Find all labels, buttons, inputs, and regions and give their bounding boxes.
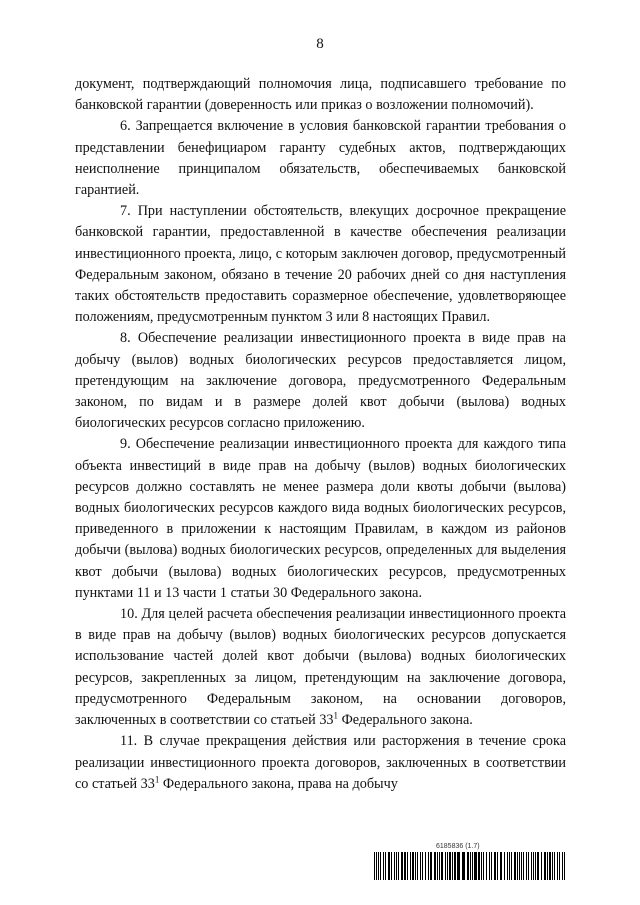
barcode-bar xyxy=(528,852,529,880)
barcode-bar xyxy=(391,852,392,880)
page-number: 8 xyxy=(316,36,324,52)
paragraph-text: 9. Обеспечение реализации инвестиционного проекта для каждого типа объекта инвестиций в виде прав на добычу (вылов) водных биологических ресурсов должно составлять не менее размера доли квоты добычи (вылова) водных биологических ресурсов каждого вида водных биологических ресурсов, приведенного в приложении к настоящим Правилам, в каждом из районов добычи (вылова) водных биологических ресурсов, определенных для выделения квот добычи (вылова) водных биологических ресурсов, предусмотренных пунктами 11 и 13 части 1 статьи 30 Федерального закона. xyxy=(75,436,566,601)
barcode-bar xyxy=(401,852,403,880)
paragraph-continuation xyxy=(75,74,566,116)
barcode-bar xyxy=(396,852,397,880)
barcode-bar xyxy=(507,852,508,880)
barcode-bar xyxy=(559,852,560,880)
paragraph-text: 6. Запрещается включение в условия банковской гарантии требования о представлении бенефициаром гаранту судебных актов, подтверждающих неисполнение принципалом обязательств, обеспечиваемых банковской гарантией. xyxy=(75,118,566,199)
barcode-bar xyxy=(425,852,426,880)
barcode-bar xyxy=(457,852,460,880)
barcode-bar xyxy=(447,852,448,880)
barcode-bar xyxy=(519,852,520,880)
barcode-bar xyxy=(454,852,456,880)
paragraph-text: Федерального закона. xyxy=(338,712,473,729)
barcode-bar xyxy=(533,852,534,880)
barcode-bar xyxy=(478,852,480,880)
barcode-bar xyxy=(412,852,414,880)
barcode-bar xyxy=(557,852,558,880)
paragraph-7 xyxy=(75,201,566,328)
barcode-bar xyxy=(437,852,438,880)
barcode-bar xyxy=(404,852,406,880)
barcode-bar xyxy=(497,852,498,880)
barcode-bar xyxy=(541,852,542,880)
barcode-bar xyxy=(517,852,518,880)
barcode-bar xyxy=(483,852,484,880)
barcode-bar xyxy=(544,852,546,880)
paragraph-text: Федерального закона, права на добычу xyxy=(159,775,398,792)
document-body xyxy=(75,74,566,795)
barcode-bar xyxy=(474,852,477,880)
barcode-bar xyxy=(486,852,487,880)
barcode-bar xyxy=(514,852,516,880)
barcode-bar xyxy=(509,852,510,880)
barcode-bar xyxy=(481,852,482,880)
barcode-bar xyxy=(535,852,536,880)
barcode-bar xyxy=(374,852,375,880)
barcode-bar xyxy=(420,852,421,880)
barcode-bar xyxy=(388,852,390,880)
paragraph-11 xyxy=(75,731,566,795)
barcode-image xyxy=(374,852,566,880)
barcode-bar xyxy=(491,852,492,880)
barcode-bar xyxy=(380,852,381,880)
document-code: 6185836 (1.7) xyxy=(436,843,480,850)
barcode-bar xyxy=(562,852,563,880)
paragraph-6 xyxy=(75,116,566,201)
barcode-bar xyxy=(417,852,418,880)
barcode-bar xyxy=(537,852,539,880)
barcode-bar xyxy=(552,852,553,880)
barcode-bar xyxy=(472,852,473,880)
barcode-bar xyxy=(407,852,408,880)
barcode-bar xyxy=(489,852,490,880)
barcode-bar xyxy=(564,852,565,880)
barcode-bar xyxy=(385,852,386,880)
paragraph-10 xyxy=(75,604,566,731)
barcode-bar xyxy=(430,852,432,880)
barcode-bar xyxy=(511,852,512,880)
barcode-bar xyxy=(439,852,440,880)
barcode-bar xyxy=(376,852,377,880)
barcode-bar xyxy=(422,852,423,880)
barcode-bar xyxy=(398,852,399,880)
barcode-bar xyxy=(383,852,384,880)
paragraph-text: 7. При наступлении обстоятельств, влекущих досрочное прекращение банковской гарантии, предоставленной в качестве обеспечения реализации инвестиционного проекта, лицо, с которым заключен договор, предусмотренный Федеральным законом, обязано в течение 20 рабочих дней со дня наступления таких обстоятельств предоставить соразмерное обеспечение, удовлетворяющее положениям, предусмотренным пунктом 3 или 8 настоящих Правил. xyxy=(75,203,566,326)
barcode-bar xyxy=(441,852,443,880)
barcode-bar xyxy=(521,852,522,880)
barcode-bar xyxy=(452,852,453,880)
barcode-bar xyxy=(434,852,436,880)
superscript: 1 xyxy=(333,710,339,721)
barcode-bar xyxy=(449,852,451,880)
barcode-bar xyxy=(526,852,527,880)
barcode-bar xyxy=(410,852,411,880)
barcode-bar xyxy=(470,852,471,880)
barcode-bar xyxy=(523,852,524,880)
barcode-bar xyxy=(554,852,555,880)
barcode-bar xyxy=(445,852,446,880)
barcode-bar xyxy=(500,852,502,880)
barcode-bar xyxy=(547,852,548,880)
barcode-bar xyxy=(504,852,505,880)
barcode-bar xyxy=(549,852,551,880)
barcode-bar xyxy=(467,852,469,880)
superscript: 1 xyxy=(154,773,160,784)
barcode-bar xyxy=(462,852,465,880)
paragraph-text: документ, подтверждающий полномочия лица, подписавшего требование по банковской гарантии (доверенность или приказ о возложении полномочий). xyxy=(75,76,566,114)
paragraph-text: 11. В случае прекращения действия или расторжения в течение срока реализации инвестиционного проекта договоров, заключенных в соответствии со статьей 33 xyxy=(75,733,566,792)
barcode-bar xyxy=(531,852,532,880)
barcode-bar xyxy=(394,852,395,880)
paragraph-text: 10. Для целей расчета обеспечения реализации инвестиционного проекта в виде прав на добычу (вылов) водных биологических ресурсов допускается использование частей долей квот добычи (вылова) водных биологических ресурсов, закрепленных за лицом, претендующим на заключение договора, предусмотренного Федеральным законом, на основании договоров, заключенных в соответствии со статьей 33 xyxy=(75,606,566,729)
paragraph-8 xyxy=(75,328,566,434)
paragraph-text: 8. Обеспечение реализации инвестиционного проекта в виде прав на добычу (вылов) водных биологических ресурсов предоставляется лицом, претендующим на заключение договора, предусмотренного Федеральным законом, по видам и в размере долей квот добычи (вылова) водных биологических ресурсов согласно приложению. xyxy=(75,330,566,432)
barcode-bar xyxy=(378,852,379,880)
barcode-bar xyxy=(428,852,429,880)
paragraph-9 xyxy=(75,434,566,604)
barcode-bar xyxy=(494,852,496,880)
barcode-bar xyxy=(415,852,416,880)
